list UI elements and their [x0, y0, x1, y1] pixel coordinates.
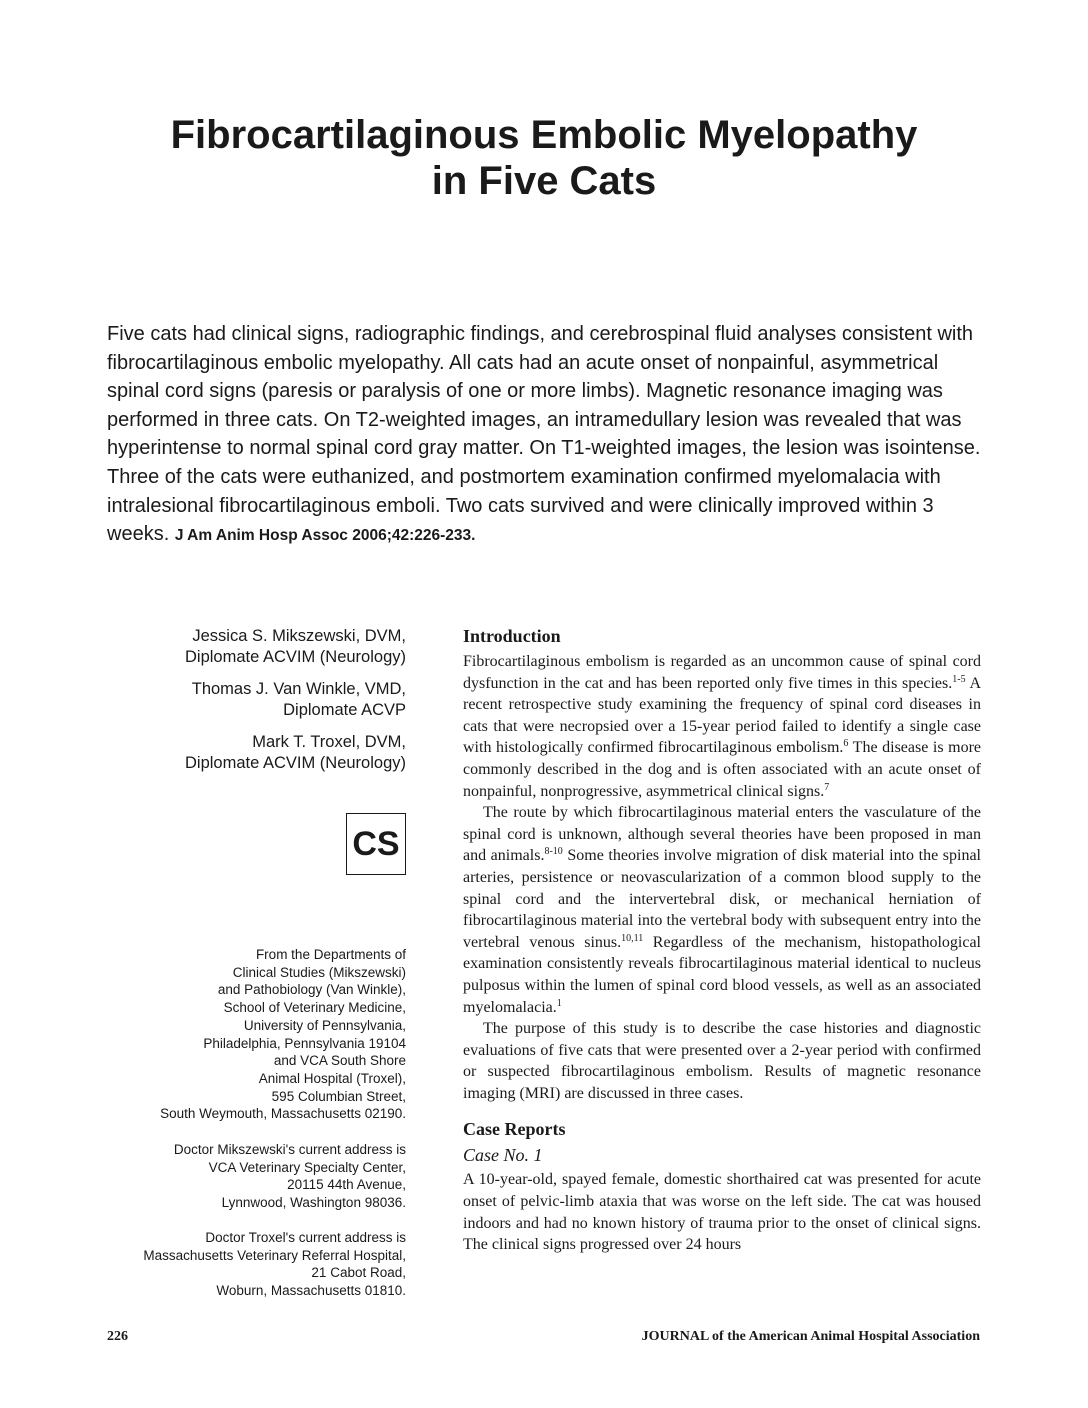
citation-ref: 10,11: [621, 932, 644, 944]
author-entry: [110, 626, 406, 668]
affiliation-line: School of Veterinary Medicine,: [223, 1000, 406, 1016]
affiliation-block: [110, 946, 406, 1123]
text-run: Some theories involve migration of disk material into the spinal arteries, persistence or neovascularization of a common blood supply to the spinal cord and the intervertebral disk, or mechanical herniation of fibrocartilaginous material into the vertebral body with subsequent entry into the vertebral venous sinus.: [463, 847, 981, 951]
address-line: Doctor Troxel's current address is: [205, 1230, 406, 1245]
citation-ref: 1-5: [952, 673, 966, 685]
abstract: [107, 320, 987, 551]
text-run: Regardless of the mechanism, histopathological examination consistently reveals fibrocartilaginous material identical to nucleus pulposus within the lumen of spinal cord blood vessels, as well as an associated myelomalacia.: [463, 933, 982, 1016]
citation-ref: 6: [843, 738, 849, 750]
text-run: Fibrocartilaginous embolism is regarded as an uncommon cause of spinal cord dysfunction in the cat and has been reported only five times in this species.: [463, 653, 981, 692]
citation-ref: 7: [824, 781, 830, 793]
text-run: The disease is more commonly described in the dog and is often associated with an acute onset of nonpainful, nonprogressive, asymmetrical clinical signs.: [463, 739, 981, 800]
case-1-paragraph: A 10-year-old, spayed female, domestic shorthaired cat was presented for acute onset of pelvic-limb ataxia that was worse on the left side. The cat was housed indoors and had no known history of trauma prior to the onset of clinical signs. The clinical signs progressed over 24 hours: [463, 1171, 981, 1254]
current-address-mikszewski: [110, 1141, 406, 1212]
author-credential: Diplomate ACVP: [283, 701, 406, 719]
author-list: [110, 626, 406, 785]
author-name: Jessica S. Mikszewski, DVM,: [192, 627, 406, 645]
address-line: VCA Veterinary Specialty Center,: [208, 1159, 406, 1175]
address-line: Woburn, Massachusetts 01810.: [216, 1283, 406, 1299]
address-line: Doctor Mikszewski's current address is: [173, 1142, 406, 1157]
journal-name: JOURNAL of the American Animal Hospital Association: [641, 1329, 980, 1344]
subsection-heading-case-1: Case No. 1: [463, 1145, 543, 1166]
affiliation-line: Philadelphia, Pennsylvania 19104: [203, 1035, 406, 1051]
intro-paragraph-2: [463, 802, 981, 1018]
case-study-badge: CS: [346, 813, 406, 875]
citation-ref: 8-10: [544, 846, 563, 858]
article-title: [0, 112, 1088, 204]
affiliation-line: Clinical Studies (Mikszewski): [232, 964, 406, 980]
affiliation-line: and VCA South Shore: [273, 1053, 406, 1069]
affiliation-line: University of Pennsylvania,: [243, 1017, 406, 1033]
affiliation-line: South Weymouth, Massachusetts 02190.: [160, 1106, 406, 1122]
title-line-2: in Five Cats: [431, 159, 657, 203]
text-run: A recent retrospective study examining the frequency of spinal cord diseases in cats that were necropsied over a 15-year period failed to identify a single case with histologically confirmed fibrocartilaginous embolism.: [463, 674, 982, 757]
author-credential: Diplomate ACVIM (Neurology): [185, 648, 406, 666]
citation-ref: 1: [556, 997, 562, 1009]
section-heading-case-reports: Case Reports: [463, 1119, 566, 1140]
author-credential: Diplomate ACVIM (Neurology): [185, 754, 406, 772]
author-entry: [110, 679, 406, 721]
address-line: 21 Cabot Road,: [311, 1265, 406, 1281]
address-line: 20115 44th Avenue,: [287, 1177, 406, 1193]
author-name: Thomas J. Van Winkle, VMD,: [191, 680, 406, 698]
author-name: Mark T. Troxel, DVM,: [252, 733, 406, 751]
affiliation-line: 595 Columbian Street,: [271, 1088, 406, 1104]
section-heading-introduction: Introduction: [463, 626, 561, 646]
author-entry: [110, 732, 406, 774]
body-column: [463, 625, 981, 1256]
address-line: Massachusetts Veterinary Referral Hospital,: [143, 1247, 406, 1263]
affiliation-line: From the Departments of: [255, 947, 406, 962]
abstract-citation: J Am Anim Hosp Assoc 2006;42:226-233.: [174, 527, 476, 545]
address-line: Lynnwood, Washington 98036.: [221, 1195, 406, 1211]
title-line-1: Fibrocartilaginous Embolic Myelopathy: [170, 113, 918, 157]
affiliation-line: Animal Hospital (Troxel),: [258, 1070, 406, 1086]
intro-paragraph-1: [463, 651, 981, 802]
page-number: 226: [107, 1329, 128, 1344]
current-address-troxel: [110, 1229, 406, 1300]
intro-paragraph-3: The purpose of this study is to describe the case histories and diagnostic evaluations of five cats that were presented over a 2-year period with confirmed or suspected fibrocartilaginous embolism. Results of magnetic resonance imaging (MRI) are discussed in three cases.: [463, 1020, 981, 1102]
affiliation-line: and Pathobiology (Van Winkle),: [217, 982, 406, 998]
text-run: The route by which fibrocartilaginous material enters the vasculature of the spinal cord is unknown, although several theories have been proposed in man and animals.: [463, 804, 981, 865]
abstract-text: Five cats had clinical signs, radiographic findings, and cerebrospinal fluid analyses consistent with fibrocartilaginous embolic myelopathy. All cats had an acute onset of nonpainful, asymmetrical spinal cord signs (paresis or paralysis of one or more limbs). Magnetic resonance imaging was performed in three cats. On T2-weighted images, an intramedullary lesion was revealed that was hyperintense to normal spinal cord gray matter. On T1-weighted images, the lesion was isointense. Three of the cats were euthanized, and postmortem examination confirmed myelomalacia with intralesional fibrocartilaginous emboli. Two cats survived and were clinically improved within 3 weeks.: [107, 323, 981, 546]
